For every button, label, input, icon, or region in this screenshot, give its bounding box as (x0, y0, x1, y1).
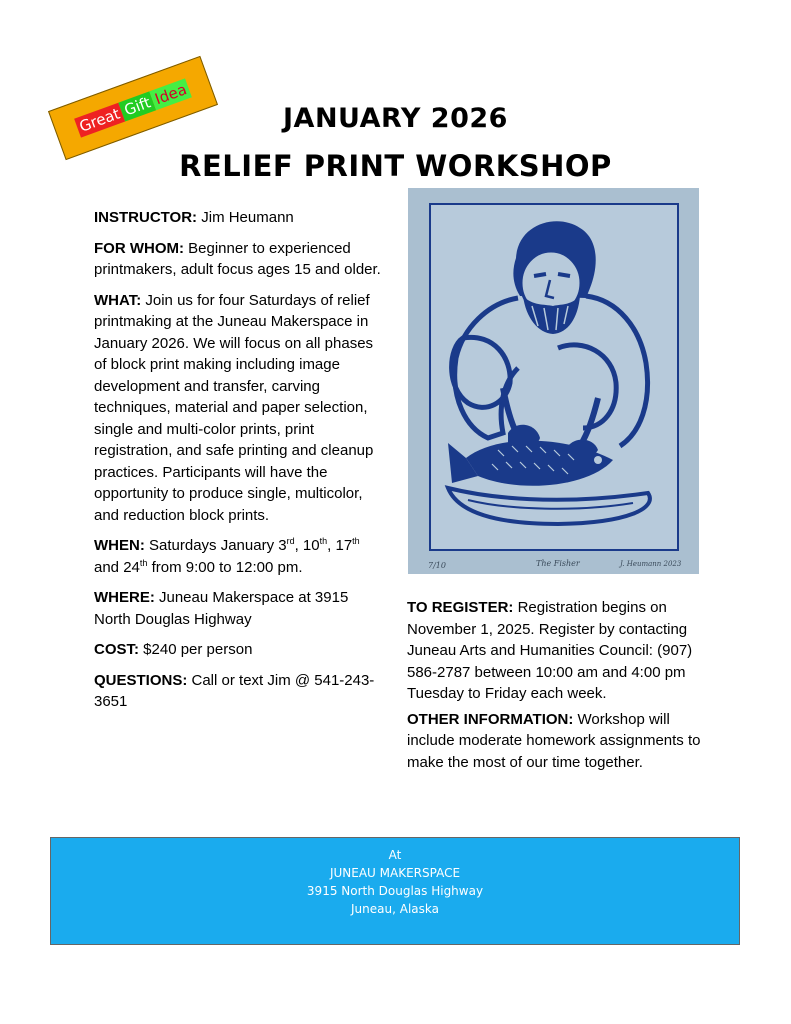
when-sup-4: th (139, 557, 148, 568)
when-text-1: Saturdays January 3 (144, 537, 287, 554)
for-whom-label: FOR WHOM: (94, 239, 184, 257)
when-sup-2: th (319, 536, 328, 546)
for-whom-line (94, 238, 384, 281)
other-info-label: OTHER INFORMATION: (407, 710, 574, 728)
page-title-date: JANUARY 2026 (283, 103, 508, 134)
questions-line (94, 670, 384, 713)
instructor-line (94, 207, 384, 229)
when-sup-3: th (352, 536, 360, 546)
instructor-value: Jim Heumann (197, 209, 294, 226)
when-text-3: , 17 (327, 537, 353, 554)
cost-line (94, 639, 384, 661)
print-title: The Fisher (536, 559, 580, 568)
register-label: TO REGISTER: (407, 599, 514, 616)
register-line (407, 597, 707, 705)
when-text-5: from 9:00 to 12:00 pm. (147, 558, 303, 576)
questions-value: Call or text Jim @ 541-243-3651 (94, 671, 375, 710)
where-line (94, 587, 384, 630)
workshop-details (94, 207, 384, 722)
banner-city: Juneau, Alaska (351, 902, 439, 916)
for-whom-value: Beginner to experienced printmakers, adult focus ages 15 and older. (94, 239, 381, 278)
sticker-word-gift: Gift (119, 91, 157, 121)
registration-details (407, 597, 707, 777)
when-text-4: and 24 (94, 558, 140, 576)
what-label: WHAT: (94, 291, 142, 309)
when-text-2: , 10 (294, 537, 320, 554)
when-label: WHEN: (94, 537, 145, 554)
where-value: Juneau Makerspace at 3915 North Douglas Highway (94, 589, 349, 628)
banner-venue: JUNEAU MAKERSPACE (329, 866, 461, 880)
fisher-print-illustration (408, 188, 699, 574)
cost-value: $240 per person (139, 641, 253, 658)
when-line (94, 535, 384, 578)
register-value: Registration begins on November 1, 2025. Register by contacting Juneau Arts and Humanities Council: (907) 586-2787 between 10:00 am and 4:00 pm Tuesday to Friday each week. (407, 599, 693, 702)
relief-print-image (408, 188, 699, 574)
page-title-workshop: RELIEF PRINT WORKSHOP (179, 149, 612, 183)
banner-address: 3915 North Douglas Highway (306, 884, 484, 898)
cost-label: COST: (94, 641, 139, 658)
what-value: Join us for four Saturdays of relief printmaking at the Juneau Makerspace in January 2026. We will focus on all phases of block print making including image development and transfer, carving techniques, material and paper selection, single and multi-color prints, print registration, and safe printing and cleanup practices. Participants will have the opportunity to produce single, multicolor, and reduction block prints. (94, 291, 374, 524)
where-label: WHERE: (94, 589, 155, 606)
print-edition-number: 7/10 (428, 561, 446, 570)
location-banner (50, 837, 740, 945)
other-info-line (407, 709, 707, 774)
instructor-label: INSTRUCTOR: (94, 209, 198, 226)
when-sup-1: rd (286, 536, 295, 546)
banner-at: At (388, 848, 402, 862)
other-info-value: Workshop will include moderate homework assignments to make the most of our time together. (407, 710, 701, 771)
sticker-word-great: Great (74, 103, 126, 138)
questions-label: QUESTIONS: (94, 671, 188, 689)
print-signature: J. Heumann 2023 (620, 560, 682, 568)
sticker-word-idea: Idea (149, 78, 192, 110)
what-line (94, 290, 384, 527)
